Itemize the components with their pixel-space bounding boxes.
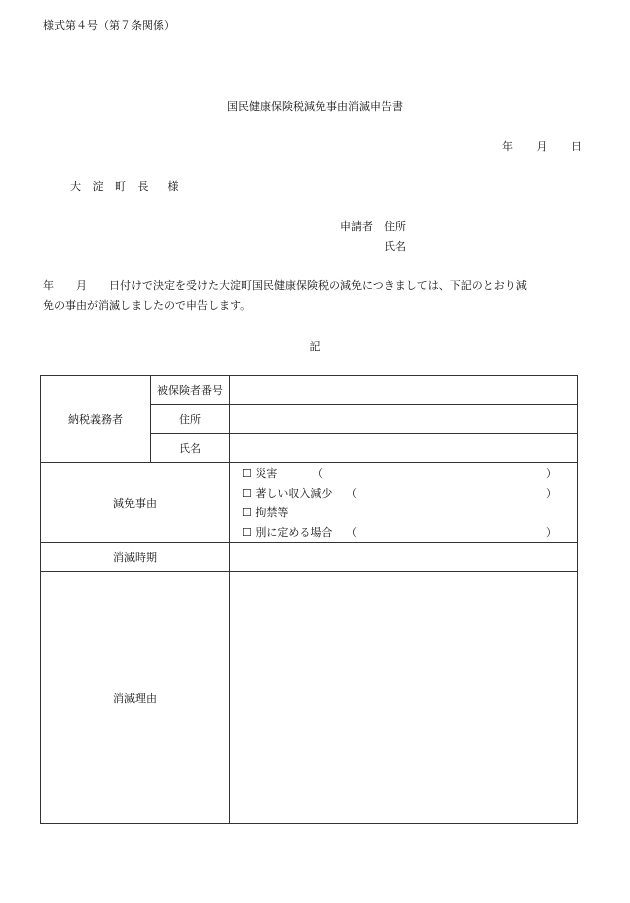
insured-number-label: 被保険者番号 xyxy=(151,376,230,405)
form-number: 様式第４号（第７条関係） xyxy=(43,19,175,32)
close-paren: ） xyxy=(546,486,557,500)
checkbox-icon[interactable]: ☐ xyxy=(242,525,252,539)
date-year: 年 xyxy=(502,140,513,153)
reason-option-other[interactable] xyxy=(242,523,577,543)
applicant-name-label: 氏名 xyxy=(384,240,406,253)
applicant-label: 申請者 xyxy=(340,220,373,233)
applicant-address-label: 住所 xyxy=(384,220,406,233)
taxpayer-label: 納税義務者 xyxy=(41,376,151,463)
reason-option-income-decrease[interactable] xyxy=(242,484,577,504)
taxpayer-name-field[interactable] xyxy=(230,434,578,463)
extinction-period-field[interactable] xyxy=(230,543,578,572)
reason-option-detention[interactable] xyxy=(242,503,577,523)
declaration-table xyxy=(40,375,578,824)
date-month: 月 xyxy=(536,140,548,153)
table-row xyxy=(41,572,578,824)
body-text-line-1: 年 月 日付けで決定を受けた大淀町国民健康保険税の減免につきましては、下記のとおり減 xyxy=(43,279,527,292)
open-paren: （ xyxy=(346,486,357,500)
document-title: 国民健康保険税減免事由消滅申告書 xyxy=(227,100,403,113)
insured-number-field[interactable] xyxy=(230,376,578,405)
reason-label: 別に定める場合 xyxy=(255,525,333,539)
date-day: 日 xyxy=(571,140,582,153)
table-row xyxy=(41,463,578,543)
close-paren: ） xyxy=(546,467,557,480)
checkbox-icon[interactable]: ☐ xyxy=(242,486,252,500)
extinction-period-label: 消滅時期 xyxy=(41,543,230,572)
body-text-line-2: 免の事由が消滅しましたので申告します。 xyxy=(43,299,252,312)
close-paren: ） xyxy=(546,525,557,539)
reason-label: 拘禁等 xyxy=(255,506,289,519)
taxpayer-name-label: 氏名 xyxy=(151,434,230,463)
open-paren: （ xyxy=(312,467,323,480)
table-row xyxy=(41,543,578,572)
reason-label: 著しい収入減少 xyxy=(255,486,333,500)
addressee: 大 淀 町 長 様 xyxy=(70,180,183,193)
checkbox-icon[interactable]: ☐ xyxy=(242,506,252,519)
date-line xyxy=(502,138,582,154)
extinction-reason-label: 消滅理由 xyxy=(41,572,230,824)
reason-option-disaster[interactable] xyxy=(242,464,577,484)
ki-label: 記 xyxy=(309,340,321,353)
open-paren: （ xyxy=(346,525,357,539)
reason-label: 災害 xyxy=(255,467,278,480)
reduction-reason-options xyxy=(230,463,578,543)
checkbox-icon[interactable]: ☐ xyxy=(242,467,252,480)
extinction-reason-field[interactable] xyxy=(230,572,578,824)
reduction-reason-label: 減免事由 xyxy=(41,463,230,543)
taxpayer-address-label: 住所 xyxy=(151,405,230,434)
taxpayer-address-field[interactable] xyxy=(230,405,578,434)
table-row xyxy=(41,376,578,405)
